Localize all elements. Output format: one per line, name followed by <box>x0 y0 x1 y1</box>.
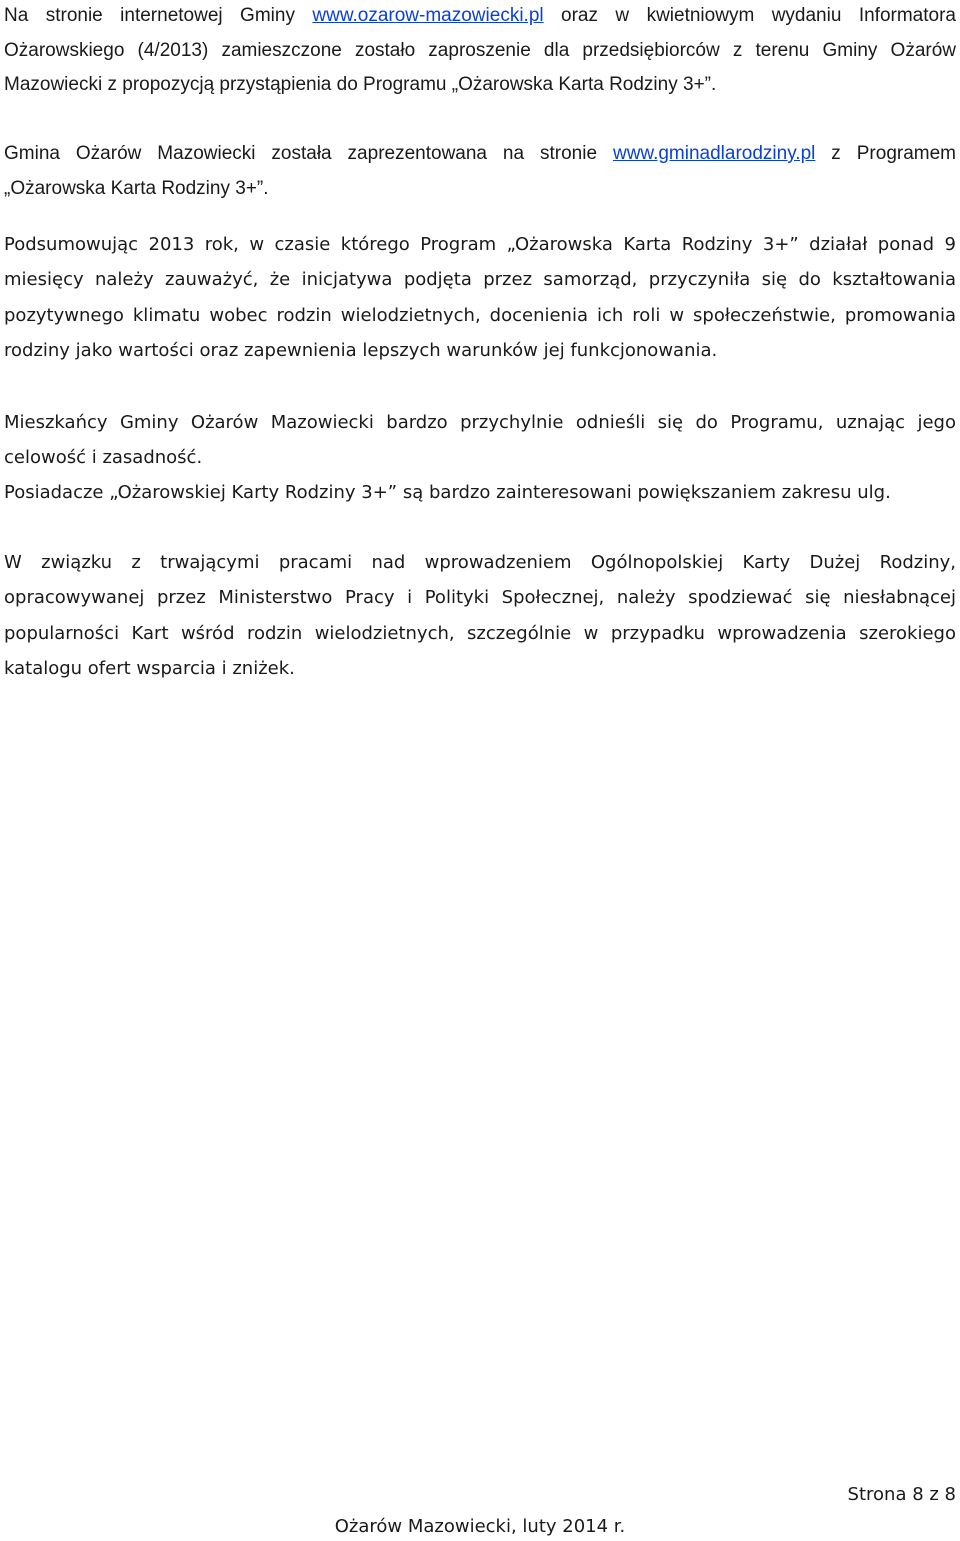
page-number: Strona 8 z 8 <box>847 1484 956 1505</box>
paragraph-card-holders: Posiadacze „Ożarowskiej Karty Rodziny 3+” są bardzo zainteresowani powiększaniem zakresu ulg. <box>4 482 891 503</box>
footer-place-date: Ożarów Mazowiecki, luty 2014 r. <box>334 1516 626 1537</box>
paragraph-invitation-text-start: Na stronie internetowej Gminy <box>4 5 313 26</box>
paragraph-presentation-text-start: Gmina Ożarów Mazowiecki została zaprezentowana na stronie <box>4 143 613 164</box>
paragraph-invitation <box>4 0 956 103</box>
paragraph-residents: Mieszkańcy Gminy Ożarów Mazowiecki bardzo przychylnie odnieśli się do Programu, uznając jego celowość i zasadność. <box>4 412 956 469</box>
paragraph-presentation <box>4 137 956 206</box>
paragraph-summary-2013: Podsumowując 2013 rok, w czasie którego Program „Ożarowska Karta Rodziny 3+” działał ponad 9 miesięcy należy zauważyć, że inicjatywa podjęta przez samorząd, przyczyniła się do kształtowania pozytywnego klimatu wobec rodzin wielodzietnych, docenienia ich roli w społeczeństwie, promowania rodziny jako wartości oraz zapewnienia lepszych warunków jej funkcjonowania. <box>4 234 956 361</box>
paragraph-invitation-text-end: oraz w kwietniowym wydaniu Informatora Ożarowskiego (4/2013) zamieszczone zostało zaproszenie dla przedsiębiorców z terenu Gminy Ożarów Mazowiecki z propozycją przystąpienia do Programu „Ożarowska Karta Rodziny 3+”. <box>4 5 956 95</box>
ozarow-mazowiecki-link[interactable]: www.ozarow-mazowiecki.pl <box>312 5 544 26</box>
paragraph-presentation-text-end: z Programem „Ożarowska Karta Rodziny 3+”. <box>4 143 956 199</box>
gminadlarodziny-link[interactable]: www.gminadlarodziny.pl <box>612 143 816 164</box>
paragraph-national-card: W związku z trwającymi pracami nad wprowadzeniem Ogólnopolskiej Karty Dużej Rodziny, opracowywanej przez Ministerstwo Pracy i Polityki Społecznej, należy spodziewać się niesłabnącej popularności Kart wśród rodzin wielodzietnych, szczególnie w przypadku wprowadzenia szerokiego katalogu ofert wsparcia i zniżek. <box>4 552 956 679</box>
